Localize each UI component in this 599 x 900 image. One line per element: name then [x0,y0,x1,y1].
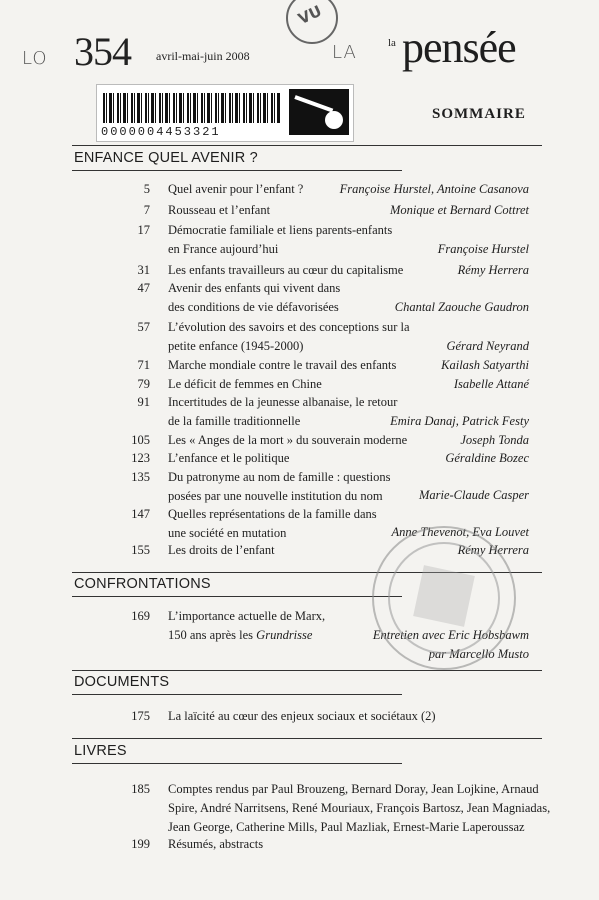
barcode-digits: 0000004453321 [101,125,221,139]
toc-title: Comptes rendus par Paul Brouzeng, Bernard Doray, Jean Lojkine, Arnaud Spire, André Narritsens, René Mouriaux, François Bartosz, Jean Magniadas, Jean George, Catherine Mills, Paul Mazliak, Ernest-Marie Laperoussaz [168,782,551,834]
toc-title: L’évolution des savoirs et des conceptions sur la petite enfance (1945-2000) [168,320,410,353]
brand-title: pensée [402,23,516,72]
toc-author: Anne Thevenot, Eva Louvet [391,525,529,539]
toc-author: Rémy Herrera [457,543,529,557]
toc-page-number: 185 [131,782,150,796]
toc-page-number: 17 [137,223,150,237]
section-rule-top [72,145,542,146]
toc-title: Les « Anges de la mort » du souverain moderne [168,433,408,447]
toc-author: Isabelle Attané [453,377,529,391]
toc-title: Quel avenir pour l’enfant ? [168,182,304,196]
toc-title: Du patronyme au nom de famille : questions posées par une nouvelle institution du nom [168,470,391,503]
toc-title: L’enfance et le politique [168,451,290,465]
toc-title: Les droits de l’enfant [168,543,275,557]
toc-page-number: 147 [131,507,150,521]
toc-author: Kailash Satyarthi [441,358,529,372]
toc-author: Joseph Tonda [460,433,529,447]
toc-title: Marche mondiale contre le travail des enfants [168,358,397,372]
library-stamp-emblem-icon [413,565,475,627]
library-stamp [372,526,516,670]
vu-stamp-text: VU [295,1,325,29]
section-title-confrontations: CONFRONTATIONS [74,576,211,592]
toc-page-number: 79 [137,377,150,391]
toc-author: Emira Danaj, Patrick Festy [390,414,529,428]
toc-page-number: 175 [131,709,150,723]
section-title-livres: LIVRES [74,743,127,759]
sommaire-heading: SOMMAIRE [432,106,526,122]
issue-number: 354 [74,29,131,74]
toc-author: Chantal Zaouche Gaudron [394,300,529,314]
toc-title: Rousseau et l’enfant [168,203,271,217]
toc-author: Entretien avec Eric Hobsbawm par Marcello Musto [372,628,529,661]
toc-page-number: 31 [137,263,150,277]
toc-title: Résumés, abstracts [168,837,264,851]
section-rule-bottom [72,763,402,764]
toc-author: Gérard Neyrand [446,339,529,353]
section-title-documents: DOCUMENTS [74,674,170,690]
brand-prefix: la [388,37,396,49]
toc-author: Rémy Herrera [457,263,529,277]
toc-author: Monique et Bernard Cottret [390,203,529,217]
section-title-enfance: ENFANCE QUEL AVENIR ? [74,150,258,166]
toc-page-number: 7 [143,203,150,217]
toc-title: L’importance actuelle de Marx, 150 ans après les Grundrisse [168,609,326,642]
toc-title: Les enfants travailleurs au cœur du capitalisme [168,263,404,277]
handwritten-annotation-right: LA [332,42,357,63]
toc-page-number: 71 [137,358,150,372]
section-rule-bottom [72,170,402,171]
section-rule-top [72,738,542,739]
handwritten-annotation-left: LO [22,48,48,69]
barcode-bars [103,93,281,123]
section-rule-top [72,670,542,671]
toc-page-number: 5 [143,182,150,196]
toc-title: La laïcité au cœur des enjeux sociaux et sociétaux (2) [168,709,436,723]
issue-date: avril-mai-juin 2008 [156,49,250,63]
barcode-label [96,84,354,142]
toc-author: Françoise Hurstel, Antoine Casanova [339,182,529,196]
toc-page-number: 199 [131,837,150,851]
toc-page-number: 91 [137,395,150,409]
toc-page-number: 155 [131,543,150,557]
toc-author: Françoise Hurstel [437,242,529,256]
section-rule-bottom [72,596,402,597]
toc-title: Le déficit de femmes en Chine [168,377,322,391]
toc-title: Quelles représentations de la famille dans une société en mutation [168,507,377,540]
toc-page-number: 105 [131,433,150,447]
library-logo-icon [289,89,349,135]
toc-page-number: 135 [131,470,150,484]
section-rule-bottom [72,694,402,695]
toc-page-number: 123 [131,451,150,465]
toc-title: Avenir des enfants qui vivent dans des conditions de vie défavorisées [168,281,341,314]
toc-page-number: 169 [131,609,150,623]
toc-title: Démocratie familiale et liens parents-enfants en France aujourd’hui [168,223,393,256]
toc-title: Incertitudes de la jeunesse albanaise, le retour de la famille traditionnelle [168,395,398,428]
vu-stamp [286,0,338,44]
toc-page-number: 57 [137,320,150,334]
toc-page-number: 47 [137,281,150,295]
toc-author: Marie-Claude Casper [418,488,529,502]
toc-author: Géraldine Bozec [445,451,529,465]
